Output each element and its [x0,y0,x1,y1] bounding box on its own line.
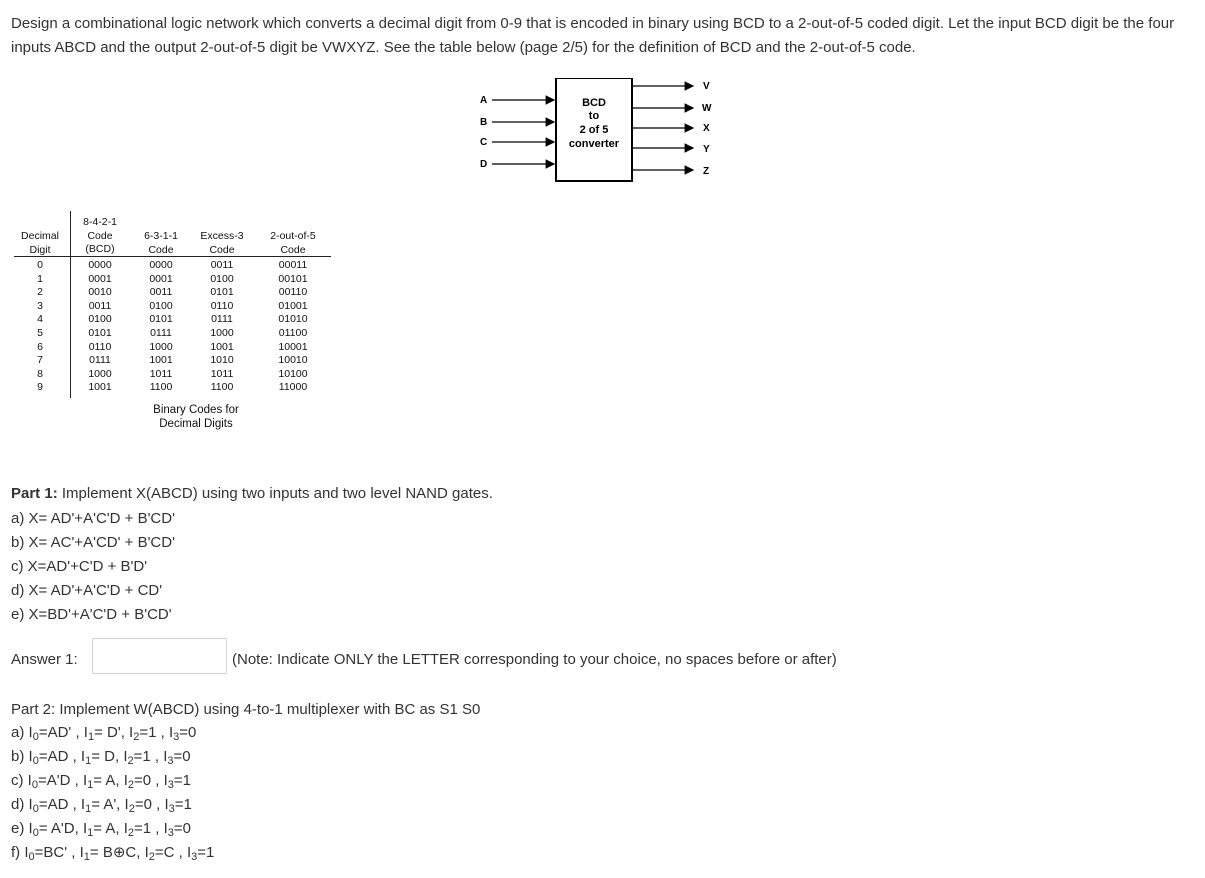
part2-option-a: a) $I_0=AD'$ , $I_1= D'$, $I_2=1$ , $I_3=0$ [11,724,197,743]
table-cell: 11000 [278,381,308,394]
table-cell: 0101 [149,313,173,326]
table-cell: 1 [37,272,43,285]
block-line-1: BCD [582,97,606,109]
table-cell: 9 [37,381,43,394]
column-decimal [14,259,66,395]
table-cell: 1000 [210,326,234,339]
header-6311 [136,211,186,257]
table-cell: 01001 [278,299,308,312]
block-line-2: to [588,110,600,122]
table-cell: 00110 [278,286,308,299]
table-cell: 0101 [88,326,112,339]
input-label-b: B [480,117,488,128]
caption-line: Decimal Digits [159,418,233,430]
table-cell: 10100 [278,367,308,380]
column-6311 [136,259,186,395]
table-cell: 1001 [210,340,234,353]
table-cell: 0110 [88,340,112,353]
input-label-d: D [480,159,488,170]
table-cell: 0010 [88,286,112,299]
table-cell: 6 [37,340,43,353]
part1-heading [11,484,493,504]
table-cell: 01010 [278,313,308,326]
binary-codes-table [14,211,344,441]
converter-diagram [478,78,728,190]
table-cell: 1011 [210,367,234,380]
table-cell: 1000 [149,340,173,353]
answer-input[interactable] [92,638,227,674]
table-cell: 01100 [278,326,308,339]
part2-option-d: d) $I_0=AD$ , $I_1= A'$, $I_2=0$ , $I_3=1$ [11,796,192,815]
table-cell: 0011 [210,259,234,271]
table-cell: 0100 [210,272,234,285]
header-line: Decimal [21,230,59,242]
problem-statement: Design a combinational logic network which converts a decimal digit from 0-9 that is encoded in binary using BCD to a 2-out-of-5 coded digit. Let the input BCD digit be the four inputs ABCD and the output 2-out-of-5 digit be VWXYZ. See the table below (page 2/5) for the definition of BCD and the 2-out-of-5 code. [11,15,1175,56]
table-cell: 3 [37,299,43,312]
part2-option-c: c) $I_0=A'D$ , $I_1= A$, $I_2=0$ , $I_3=1$ [11,772,191,791]
caption-line: Binary Codes for [153,404,239,416]
header-line: Digit [29,243,51,256]
header-decimal [14,211,66,257]
table-cell: 0001 [88,272,112,285]
table-cell: 1011 [149,367,173,380]
part1-option-b: b) X= AC'+A'CD' + B'CD' [11,534,175,551]
table-cell: 00101 [278,272,308,285]
table-cell: 1100 [210,381,234,394]
header-line: (BCD) [85,243,115,255]
table-cell: 1100 [149,381,173,394]
input-label-c: C [480,137,488,148]
part2-option-b: b) $I_0=AD$ , $I_1= D$, $I_2=1$ , $I_3=0$ [11,748,191,767]
table-cell: 0100 [149,299,173,312]
table-cell: 1000 [88,367,112,380]
header-2of5 [260,211,326,257]
table-cell: 0000 [88,259,112,271]
output-label-z: Z [703,166,710,177]
header-line: 6-3-1-1 [144,230,178,242]
table-cell: 1001 [149,354,173,367]
table-caption [146,403,246,431]
header-line: Excess-3 [200,230,244,242]
part1-label: Part 1: [11,485,58,502]
table-cell: 10001 [278,340,308,353]
output-label-x: X [703,123,710,134]
header-line: Code [209,243,235,256]
input-label-a: A [480,95,488,106]
part2-option-e: e) $I_0= A'D$, $I_1= A$, $I_2=1$ , $I_3=0$ [11,820,192,839]
header-line: Code [148,243,174,256]
table-cell: 2 [37,286,43,299]
table-cell: 1001 [88,381,112,394]
output-label-w: W [702,103,712,114]
part1-option-d: d) X= AD'+A'C'D + CD' [11,582,163,599]
answer-label: Answer 1: [11,651,78,668]
part2-heading: Part 2: Implement W(ABCD) using 4-to-1 multiplexer with BC as S1 S0 [11,701,481,718]
table-cell: 0011 [88,299,112,312]
column-excess3 [196,259,248,395]
table-cell: 0001 [149,272,173,285]
header-line: 8-4-2-1 [83,216,117,228]
table-cell: 1010 [210,354,234,367]
part1-option-e: e) X=BD'+A'C'D + B'CD' [11,606,172,623]
table-cell: 0100 [88,313,112,326]
output-label-v: V [703,81,710,92]
part1-option-c: c) X=AD'+C'D + B'D' [11,558,148,575]
header-line: 2-out-of-5 [270,230,316,242]
column-bcd [76,259,124,395]
table-cell: 0111 [150,326,172,339]
part1-option-a: a) X= AD'+A'C'D + B'CD' [11,510,175,527]
table-cell: 0111 [89,354,111,367]
part2-option-f: f) $I_0=BC'$ , $I_1=$ B⊕C, $I_2=C$ , $I_3=1$ [11,844,215,863]
column-2of5 [260,259,326,395]
table-cell: 0000 [149,259,173,271]
table-cell: 0111 [211,313,233,326]
table-cell: 00011 [278,259,308,271]
block-line-4: converter [568,138,620,150]
table-cell: 5 [37,326,43,339]
table-cell: 0 [37,259,43,271]
block-line-3: 2 of 5 [579,124,609,136]
table-divider-vertical [70,211,71,398]
output-label-y: Y [703,144,710,155]
table-cell: 0110 [210,299,234,312]
header-line: Code [87,229,113,242]
table-cell: 10010 [278,354,308,367]
table-cell: 0011 [149,286,173,299]
header-bcd [76,211,124,257]
part1-text: Implement X(ABCD) using two inputs and two level NAND gates. [57,485,493,502]
table-cell: 8 [37,367,43,380]
header-excess3 [196,211,248,257]
table-cell: 4 [37,313,43,326]
table-cell: 0101 [210,286,234,299]
answer-note: (Note: Indicate ONLY the LETTER corresponding to your choice, no spaces before or after) [232,651,837,668]
table-divider-horizontal [14,256,331,257]
table-cell: 7 [37,354,43,367]
header-line: Code [280,243,306,256]
